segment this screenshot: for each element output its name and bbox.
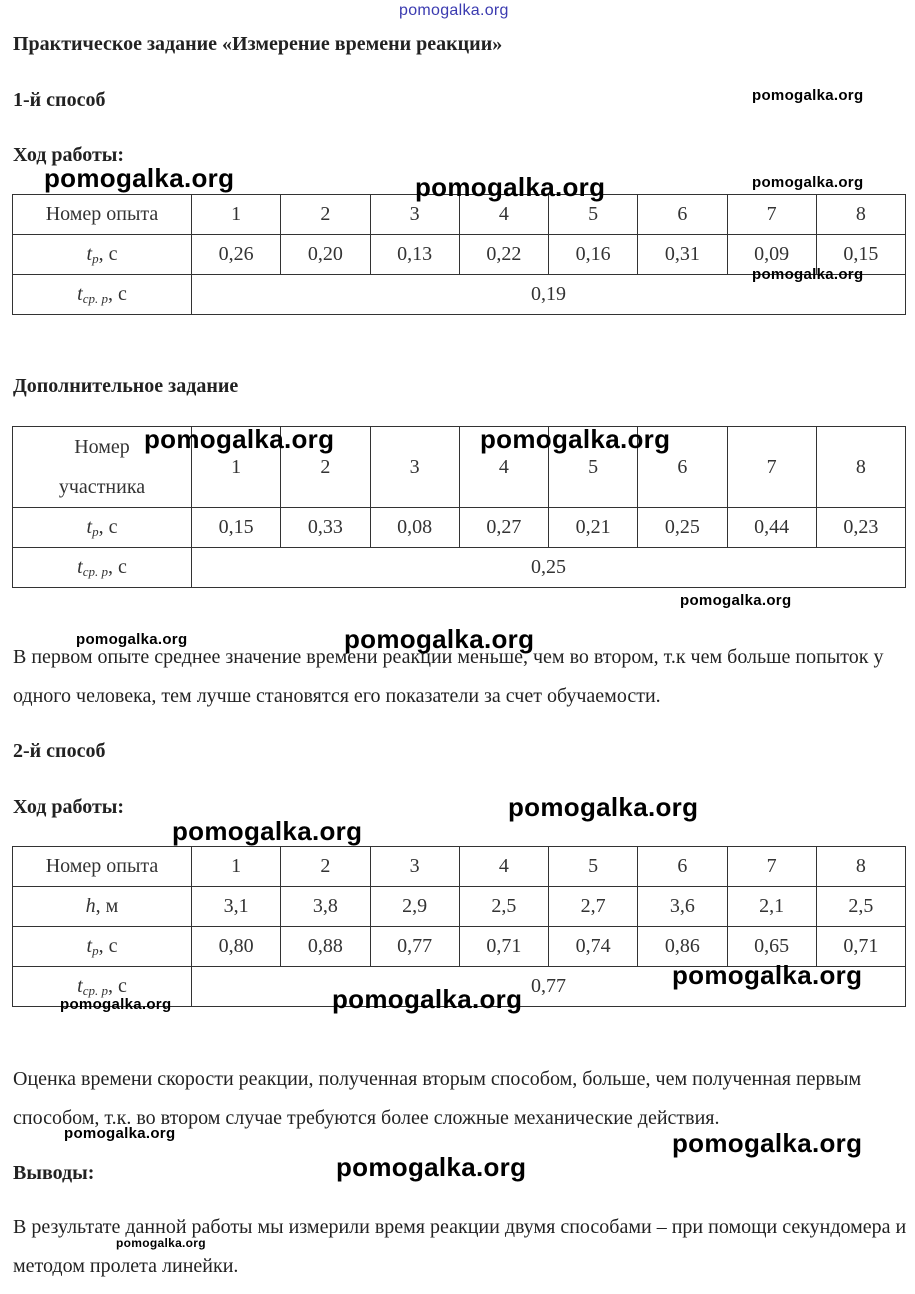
tp-value: 0,08 xyxy=(370,508,459,548)
tp-value: 0,20 xyxy=(281,235,370,275)
tp-value: 0,31 xyxy=(638,235,727,275)
tavg-value: 0,25 xyxy=(192,548,906,588)
tavg-value: 0,77 xyxy=(192,967,906,1007)
table-row xyxy=(13,508,906,548)
watermark: pomogalka.org xyxy=(60,996,172,1013)
header-label-cell: Номер опыта xyxy=(13,195,192,235)
tp-label-cell: $t_р$, с xyxy=(13,235,192,275)
tp-value: 0,27 xyxy=(459,508,548,548)
watermark-top: pomogalka.org xyxy=(399,2,509,19)
h-value: 2,9 xyxy=(370,887,459,927)
watermark: pomogalka.org xyxy=(752,266,864,283)
tp-label-cell: $t_р$, с xyxy=(13,927,192,967)
method2-progress-heading: Ход работы: xyxy=(13,796,125,818)
page-title: Практическое задание «Измерение времени реакции» xyxy=(13,33,503,55)
method2-heading: 2-й способ xyxy=(13,740,106,762)
watermark: pomogalka.org xyxy=(64,1125,176,1142)
watermark: pomogalka.org xyxy=(752,174,864,191)
watermark: pomogalka.org xyxy=(76,631,188,648)
additional-conclusion: В первом опыте среднее значение времени реакции меньше, чем во втором, т.к чем больше попыток у одного человека, тем лучше становятся его показатели за счет обучаемости. xyxy=(13,646,884,707)
header-label-cell: Номер участника xyxy=(13,427,192,508)
conclusions-heading: Выводы: xyxy=(13,1162,95,1184)
watermark: pomogalka.org xyxy=(672,1128,863,1158)
tp-value: 0,21 xyxy=(549,508,638,548)
experiment-number: 3 xyxy=(370,195,459,235)
watermark: pomogalka.org xyxy=(415,172,606,202)
experiment-number: 4 xyxy=(459,195,548,235)
tp-value: 0,71 xyxy=(816,927,905,967)
experiment-number: 5 xyxy=(549,847,638,887)
participant-number: 2 xyxy=(281,427,370,508)
watermark: pomogalka.org xyxy=(508,792,699,822)
watermark: pomogalka.org xyxy=(344,624,535,654)
table-row xyxy=(13,548,906,588)
method1-table xyxy=(12,194,906,315)
experiment-number: 6 xyxy=(638,847,727,887)
experiment-number: 5 xyxy=(549,195,638,235)
tavg-label-cell: $t_{ср. р}$, с xyxy=(13,275,192,315)
table-row xyxy=(13,275,906,315)
tp-value: 0,09 xyxy=(727,235,816,275)
additional-table xyxy=(12,426,906,588)
watermark: pomogalka.org xyxy=(144,424,335,454)
experiment-number: 4 xyxy=(459,847,548,887)
tp-label-cell: $t_р$, с xyxy=(13,508,192,548)
participant-number: 3 xyxy=(370,427,459,508)
participant-number: 7 xyxy=(727,427,816,508)
method1-heading: 1-й способ xyxy=(13,89,106,111)
method2-assessment: Оценка времени скорости реакции, полученная вторым способом, больше, чем полученная первым способом, т.к. во втором случае требуются более сложные механические действия. xyxy=(13,1068,862,1129)
table-row xyxy=(13,195,906,235)
additional-heading: Дополнительное задание xyxy=(13,375,239,397)
header-label-cell: Номер опыта xyxy=(13,847,192,887)
tp-value: 0,23 xyxy=(816,508,905,548)
watermark: pomogalka.org xyxy=(116,1236,206,1250)
experiment-number: 1 xyxy=(192,847,281,887)
h-value: 2,1 xyxy=(727,887,816,927)
tp-value: 0,80 xyxy=(192,927,281,967)
experiment-number: 6 xyxy=(638,195,727,235)
method1-progress-heading: Ход работы: xyxy=(13,144,125,166)
watermark: pomogalka.org xyxy=(480,424,671,454)
table-row xyxy=(13,235,906,275)
tp-value: 0,13 xyxy=(370,235,459,275)
h-value: 2,5 xyxy=(816,887,905,927)
h-value: 2,7 xyxy=(549,887,638,927)
tp-value: 0,22 xyxy=(459,235,548,275)
experiment-number: 7 xyxy=(727,195,816,235)
tp-value: 0,15 xyxy=(816,235,905,275)
watermark: pomogalka.org xyxy=(44,163,235,193)
tavg-label-cell: $t_{ср. р}$, с xyxy=(13,548,192,588)
table-row xyxy=(13,887,906,927)
tp-value: 0,88 xyxy=(281,927,370,967)
method2-table xyxy=(12,846,906,1007)
table-row xyxy=(13,927,906,967)
participant-number: 6 xyxy=(638,427,727,508)
tp-value: 0,25 xyxy=(638,508,727,548)
tp-value: 0,44 xyxy=(727,508,816,548)
tavg-value: 0,19 xyxy=(192,275,906,315)
experiment-number: 3 xyxy=(370,847,459,887)
watermark: pomogalka.org xyxy=(172,816,363,846)
participant-number: 5 xyxy=(549,427,638,508)
participant-number: 8 xyxy=(816,427,905,508)
h-value: 3,6 xyxy=(638,887,727,927)
tp-value: 0,74 xyxy=(549,927,638,967)
h-value: 3,8 xyxy=(281,887,370,927)
tavg-label-cell: $t_{ср. р}$, с xyxy=(13,967,192,1007)
experiment-number: 8 xyxy=(816,847,905,887)
tp-value: 0,26 xyxy=(192,235,281,275)
tp-value: 0,65 xyxy=(727,927,816,967)
table-row xyxy=(13,427,906,508)
tp-value: 0,71 xyxy=(459,927,548,967)
participant-number: 1 xyxy=(192,427,281,508)
table-row xyxy=(13,967,906,1007)
tp-value: 0,33 xyxy=(281,508,370,548)
watermark: pomogalka.org xyxy=(672,960,863,990)
experiment-number: 2 xyxy=(281,195,370,235)
experiment-number: 8 xyxy=(816,195,905,235)
experiment-number: 7 xyxy=(727,847,816,887)
watermark: pomogalka.org xyxy=(332,984,523,1014)
tp-value: 0,15 xyxy=(192,508,281,548)
tp-value: 0,86 xyxy=(638,927,727,967)
participant-number: 4 xyxy=(459,427,548,508)
watermark: pomogalka.org xyxy=(680,592,792,609)
tp-value: 0,77 xyxy=(370,927,459,967)
h-value: 2,5 xyxy=(459,887,548,927)
experiment-number: 2 xyxy=(281,847,370,887)
experiment-number: 1 xyxy=(192,195,281,235)
tp-value: 0,16 xyxy=(549,235,638,275)
watermark: pomogalka.org xyxy=(336,1152,527,1182)
conclusions-text: В результате данной работы мы измерили время реакции двумя способами – при помощи секундомера и методом пролета линейки. xyxy=(13,1216,907,1277)
table-row xyxy=(13,847,906,887)
h-label-cell: h, м xyxy=(13,887,192,927)
watermark: pomogalka.org xyxy=(752,87,864,104)
h-value: 3,1 xyxy=(192,887,281,927)
